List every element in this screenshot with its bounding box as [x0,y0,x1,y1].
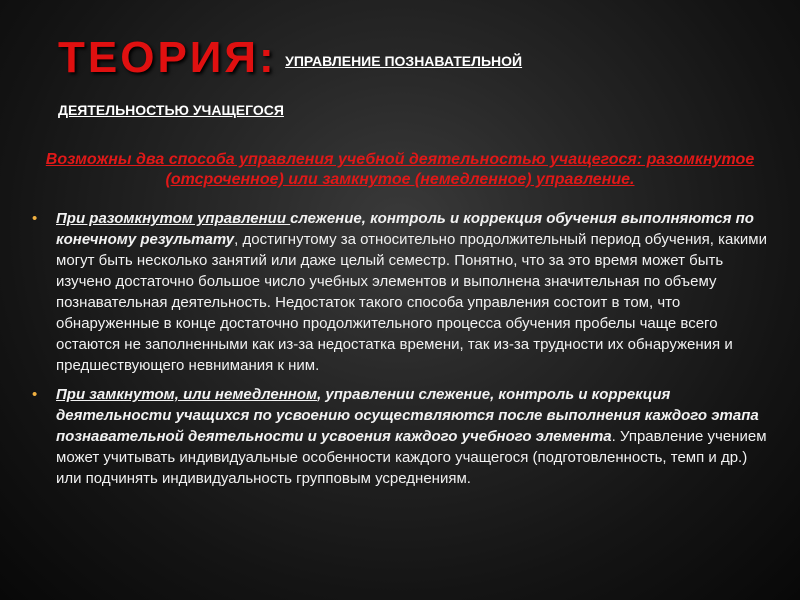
bullet-icon: • [32,210,38,227]
bullet-open-loop [30,208,770,376]
bullet-lead-underlined: При замкнутом, или немедленном [56,386,318,403]
bullet-lead-underlined: При разомкнутом управлении [56,210,291,227]
title-subtitle-line2: ДЕЯТЕЛЬНОСТЬЮ УЧАЩЕГОСЯ [58,102,284,118]
bullet-lead-bold: , управлении слежение, контроль и коррекция деятельности учащихся по усвоению осуществляются после выполнения каждого этапа познавательной деятельности и усвоения каждого учебного элемента [56,386,759,445]
bullet-icon: • [32,386,38,403]
title-subtitle-line1: УПРАВЛЕНИЕ ПОЗНАВАТЕЛЬНОЙ [285,53,523,69]
bullet-lead-bold: слежение, контроль и коррекция обучения выполняются по конечному результату [56,210,754,248]
title-main: ТЕОРИЯ: [58,33,277,82]
bullet-list [30,208,770,489]
slide-title [58,30,758,118]
bullet-body: , достигнутому за относительно продолжительный период обучения, какими могут быть несколько занятий или даже целый семестр. Понятно, что за это время может быть изучено достаточно большое число учебных элементов и выполнена значительная по объему познавательная деятельность. Недостаток такого способа управления состоит в том, что обнаруженные в конце достаточно продолжительного процесса обучения пробелы чаще всего остаются не заполненными как из-за недостатка времени, так из-за трудности их обнаружения и предшествующего невнимания к ним. [56,231,767,374]
bullet-closed-loop [30,384,770,489]
bullet-body: . Управление учением может учитывать индивидуальные особенности каждого учащегося (подготовленность, темп и др.) или подчинять индивидуальность групповым усреднениям. [56,428,767,487]
intro-text: Возможны два способа управления учебной деятельностью учащегося: разомкнутое (отсроченное) или замкнутое (немедленное) управление. [45,151,755,188]
